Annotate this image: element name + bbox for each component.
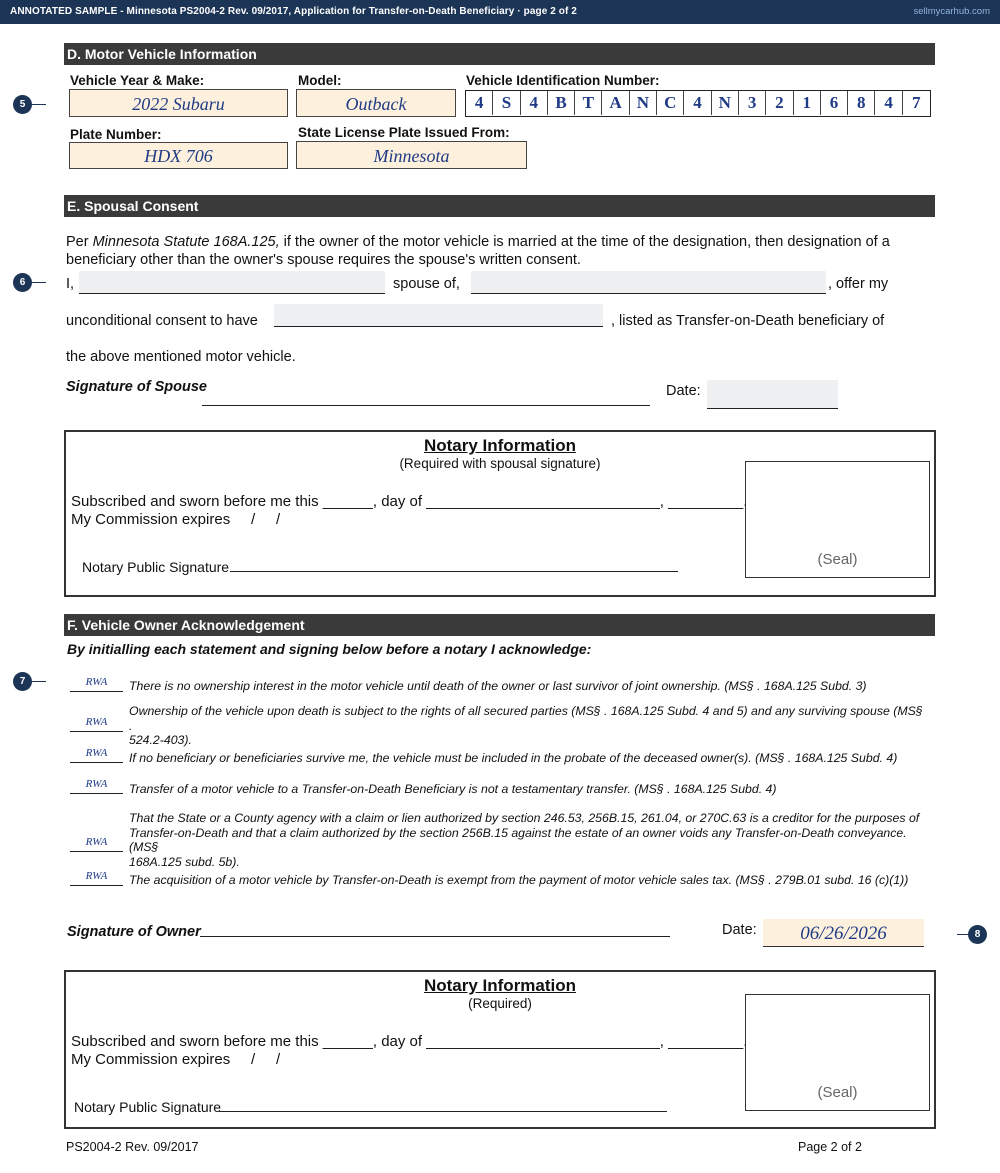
vin-char: A	[602, 91, 629, 115]
acknowledgement-statement: There is no ownership interest in the motor vehicle until death of the owner or last survivor of joint ownership. (MS§ . 168A.125 Subd. 3)	[129, 679, 867, 693]
vin-char: 4	[875, 91, 902, 115]
statement-line: Ownership of the vehicle upon death is subject to the rights of all secured parties (MS§ . 168A.125 Subd. 4 and 5) and any surviving spouse (MS§ .	[129, 704, 923, 733]
notary-seal-box	[745, 994, 930, 1111]
notary-signature-line[interactable]	[219, 1110, 667, 1112]
i-label: I,	[66, 276, 75, 292]
statement-line: 168A.125 subd. 5b).	[129, 854, 240, 869]
para-text: if the owner of the motor vehicle is married at the time of the designation, then designation of a	[279, 234, 890, 250]
acknowledgement-statement	[129, 811, 935, 869]
spouse-of-label: spouse of,	[393, 276, 460, 292]
site-link[interactable]: sellmycarhub.com	[913, 6, 990, 17]
initials-field[interactable]: RWA	[70, 869, 123, 886]
annotation-marker-7: 7	[13, 672, 32, 691]
vin-label: Vehicle Identification Number:	[466, 73, 660, 88]
acknowledgement-statement: If no beneficiary or beneficiaries survive me, the vehicle must be included in the probate of the deceased owner(s). (MS§ . 168A.125 Subd. 4)	[129, 751, 898, 765]
vin-char: 4	[466, 91, 493, 115]
owner-name-field[interactable]	[471, 271, 826, 294]
marker-leader-line	[32, 681, 46, 682]
notary-commission-text: My Commission expires / /	[71, 1051, 281, 1068]
state-label: State License Plate Issued From:	[298, 125, 510, 140]
vin-char: 3	[739, 91, 766, 115]
owner-signature-label: Signature of Owner	[67, 924, 201, 940]
marker-leader-line	[32, 282, 46, 283]
spouse-date-field[interactable]	[707, 380, 838, 409]
section-f-header: F. Vehicle Owner Acknowledgement	[64, 614, 935, 636]
annotation-marker-8: 8	[968, 925, 987, 944]
owner-date-label: Date:	[722, 922, 757, 938]
marker-leader-line	[32, 104, 46, 105]
vin-char: B	[548, 91, 575, 115]
vin-char: S	[493, 91, 520, 115]
notary-subtitle: (Required with spousal signature)	[399, 456, 601, 471]
vin-char: 4	[684, 91, 711, 115]
listed-as-label: , listed as Transfer-on-Death beneficiary of	[611, 313, 885, 329]
para-text: beneficiary other than the owner's spouse requires the spouse's written consent.	[66, 252, 581, 268]
spouse-date-label: Date:	[666, 383, 701, 399]
vin-char: C	[657, 91, 684, 115]
initials-field[interactable]: RWA	[70, 746, 123, 763]
annotation-marker-5: 5	[13, 95, 32, 114]
statement-line: 524.2-403).	[129, 733, 192, 747]
state-field[interactable]: Minnesota	[296, 141, 527, 169]
notary-subtitle: (Required)	[468, 996, 532, 1011]
notary-box-owner	[64, 970, 936, 1129]
notary-signature-label: Notary Public Signature	[74, 1099, 222, 1115]
notary-title: Notary Information	[423, 976, 577, 995]
plate-field[interactable]: HDX 706	[69, 142, 288, 169]
initials-field[interactable]: RWA	[70, 835, 123, 852]
acknowledgement-statement: Transfer of a motor vehicle to a Transfer-on-Death Beneficiary is not a testamentary transfer. (MS§ . 168A.125 Subd. 4)	[129, 782, 777, 796]
offer-my-label: , offer my	[828, 276, 889, 292]
beneficiary-name-field[interactable]	[274, 304, 603, 327]
vin-char: T	[575, 91, 602, 115]
form-id: PS2004-2 Rev. 09/2017	[66, 1140, 199, 1154]
acknowledgement-statement	[129, 704, 929, 748]
acknowledgement-statement: The acquisition of a motor vehicle by Transfer-on-Death is exempt from the payment of motor vehicle sales tax. (MS§ . 279B.01 subd. 16 (c)(1))	[129, 873, 909, 887]
vin-char: 7	[912, 93, 921, 112]
vin-char: N	[712, 91, 739, 115]
initials-field[interactable]: RWA	[70, 715, 123, 732]
plate-label: Plate Number:	[70, 127, 162, 142]
spouse-signature-label: Signature of Spouse	[66, 379, 207, 395]
notary-sworn-text: Subscribed and sworn before me this ______, day of ____________________________, _________.	[71, 1033, 748, 1050]
vin-char: 2	[766, 91, 793, 115]
section-e-header: E. Spousal Consent	[64, 195, 935, 217]
year-make-field[interactable]: 2022 Subaru	[69, 89, 288, 117]
notary-signature-label: Notary Public Signature	[82, 559, 230, 575]
acknowledgement-intro: By initialling each statement and signing below before a notary I acknowledge:	[67, 641, 592, 657]
vin-char: 8	[848, 91, 875, 115]
model-field[interactable]: Outback	[296, 89, 456, 117]
statute-reference: Minnesota Statute 168A.125,	[92, 234, 280, 250]
notary-title: Notary Information	[423, 436, 577, 455]
year-make-label: Vehicle Year & Make:	[70, 73, 205, 88]
above-mentioned-label: the above mentioned motor vehicle.	[66, 349, 296, 365]
notary-sworn-text: Subscribed and sworn before me this ______, day of ____________________________, _________.	[71, 493, 748, 510]
vin-char: 6	[821, 91, 848, 115]
annotation-header-bar	[0, 0, 1000, 24]
section-d-header: D. Motor Vehicle Information	[64, 43, 935, 65]
spousal-consent-paragraph	[66, 233, 936, 269]
annotation-marker-6: 6	[13, 273, 32, 292]
vin-char: 4	[521, 91, 548, 115]
page-number: Page 2 of 2	[798, 1140, 862, 1154]
owner-date-field[interactable]: 06/26/2026	[763, 919, 924, 947]
initials-field[interactable]: RWA	[70, 675, 123, 692]
annotation-title: ANNOTATED SAMPLE - Minnesota PS2004-2 Rev. 09/2017, Application for Transfer-on-Death Beneficiary · page 2 of 2	[10, 6, 577, 17]
statement-line: Transfer-on-Death and that a claim authorized by the section 256B.15 against the estate of an owner voids any Transfer-on-Death conveyance. (MS§	[129, 825, 907, 854]
seal-label: (Seal)	[817, 1084, 858, 1101]
unconditional-label: unconditional consent to have	[66, 313, 258, 329]
vin-field[interactable]	[465, 90, 931, 117]
notary-signature-line[interactable]	[230, 570, 678, 572]
model-label: Model:	[298, 73, 342, 88]
vin-char: N	[630, 91, 657, 115]
para-text: Per	[66, 234, 93, 250]
owner-signature-line[interactable]	[200, 935, 670, 937]
seal-label: (Seal)	[817, 551, 858, 568]
spouse-name-field[interactable]	[79, 271, 385, 294]
statement-line: That the State or a County agency with a claim or lien authorized by section 246.53, 256B.15, 261.04, or 270C.63 is a creditor for the purposes of	[129, 811, 920, 825]
vin-char: 1	[794, 91, 821, 115]
notary-box-spousal	[64, 430, 936, 597]
spouse-signature-line[interactable]	[202, 404, 650, 406]
notary-seal-box	[745, 461, 930, 578]
notary-commission-text: My Commission expires / /	[71, 511, 281, 528]
initials-field[interactable]: RWA	[70, 777, 123, 794]
